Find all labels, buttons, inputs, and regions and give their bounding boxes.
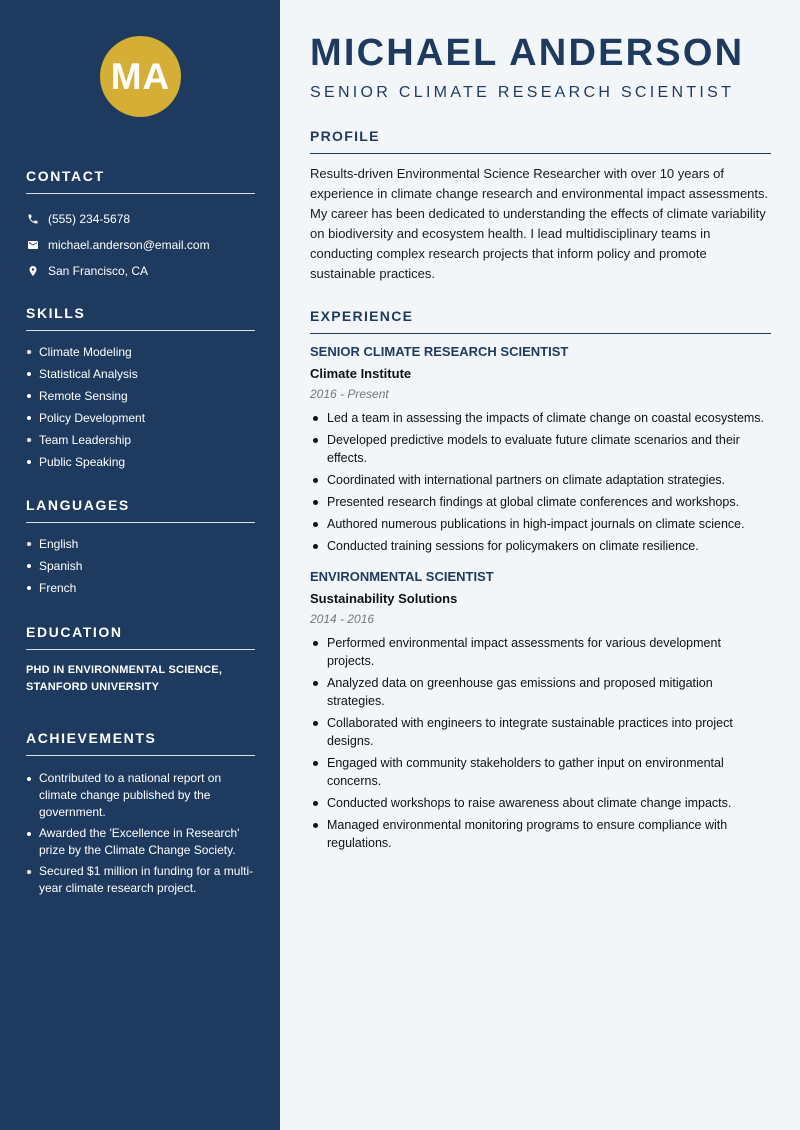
list-item: Collaborated with engineers to integrate sustainable practices into project designs. xyxy=(310,714,771,750)
list-item: English xyxy=(26,535,255,553)
list-item: Policy Development xyxy=(26,409,255,427)
list-item: Remote Sensing xyxy=(26,387,255,405)
job-dates: 2016 - Present xyxy=(310,387,389,401)
phone-icon xyxy=(26,213,39,226)
email-icon xyxy=(26,239,39,252)
education-degree: PHD IN ENVIRONMENTAL SCIENCE, STANFORD UNIVERSITY xyxy=(26,664,223,693)
achievements-list xyxy=(26,770,255,897)
education-heading: EDUCATION xyxy=(26,624,255,650)
candidate-name: MICHAEL ANDERSON xyxy=(310,32,745,74)
achievements-heading: ACHIEVEMENTS xyxy=(26,730,255,756)
list-item: Managed environmental monitoring programs to ensure compliance with regulations. xyxy=(310,816,771,852)
job-company: Sustainability Solutions xyxy=(310,591,458,606)
candidate-title: SENIOR CLIMATE RESEARCH SCIENTIST xyxy=(310,84,735,101)
job-company: Climate Institute xyxy=(310,366,412,381)
contact-location xyxy=(26,258,255,284)
job-title: ENVIRONMENTAL SCIENTIST xyxy=(310,569,494,584)
list-item: Team Leadership xyxy=(26,431,255,449)
job-dates: 2014 - 2016 xyxy=(310,612,375,626)
list-item: Conducted workshops to raise awareness about climate change impacts. xyxy=(310,794,771,812)
contact-phone xyxy=(26,206,255,232)
job-title: SENIOR CLIMATE RESEARCH SCIENTIST xyxy=(310,344,569,359)
list-item: Secured $1 million in funding for a multi-year climate research project. xyxy=(26,863,255,897)
list-item: Analyzed data on greenhouse gas emissions and proposed mitigation strategies. xyxy=(310,674,771,710)
list-item: Spanish xyxy=(26,557,255,575)
list-item: Led a team in assessing the impacts of climate change on coastal ecosystems. xyxy=(310,409,771,427)
skills-heading: SKILLS xyxy=(26,305,255,331)
list-item: Developed predictive models to evaluate future climate scenarios and their effects. xyxy=(310,431,771,467)
profile-heading: PROFILE xyxy=(310,128,771,154)
education-section xyxy=(26,624,255,696)
skills-list xyxy=(26,343,255,471)
list-item: Climate Modeling xyxy=(26,343,255,361)
list-item: Awarded the 'Excellence in Research' prize by the Climate Change Society. xyxy=(26,825,255,859)
profile-text: Results-driven Environmental Science Researcher with over 10 years of experience in climate change research and environmental impact assessments. My career has been dedicated to understanding the effects of climate variability on biodiversity and ecosystem health. I lead multidisciplinary teams in conducting complex research projects that inform policy and promote sustainable practices. xyxy=(310,166,769,281)
contact-heading: CONTACT xyxy=(26,168,255,194)
phone-text: (555) 234-5678 xyxy=(48,212,131,226)
list-item: Coordinated with international partners on climate adaptation strategies. xyxy=(310,471,771,489)
job-responsibilities xyxy=(310,634,771,852)
avatar-initials: MA xyxy=(110,55,171,97)
experience-heading: EXPERIENCE xyxy=(310,308,771,334)
list-item: Engaged with community stakeholders to gather input on environmental concerns. xyxy=(310,754,771,790)
contact-email xyxy=(26,232,255,258)
profile-section xyxy=(310,128,771,284)
contact-section xyxy=(26,168,255,284)
list-item: French xyxy=(26,579,255,597)
list-item: Authored numerous publications in high-impact journals on climate science. xyxy=(310,515,771,533)
languages-section xyxy=(26,497,255,601)
job-responsibilities xyxy=(310,409,771,555)
list-item: Conducted training sessions for policymakers on climate resilience. xyxy=(310,537,771,555)
list-item: Public Speaking xyxy=(26,453,255,471)
languages-heading: LANGUAGES xyxy=(26,497,255,523)
list-item: Performed environmental impact assessments for various development projects. xyxy=(310,634,771,670)
list-item: Contributed to a national report on climate change published by the government. xyxy=(26,770,255,821)
avatar xyxy=(100,36,181,117)
experience-section xyxy=(310,308,771,856)
list-item: Statistical Analysis xyxy=(26,365,255,383)
location-pin-icon xyxy=(26,265,39,278)
email-text: michael.anderson@email.com xyxy=(48,238,210,252)
job-entry xyxy=(310,569,771,852)
languages-list xyxy=(26,535,255,597)
sidebar xyxy=(0,0,280,1130)
job-entry xyxy=(310,344,771,555)
location-text: San Francisco, CA xyxy=(48,264,149,278)
list-item: Presented research findings at global climate conferences and workshops. xyxy=(310,493,771,511)
skills-section xyxy=(26,305,255,475)
achievements-section xyxy=(26,730,255,901)
